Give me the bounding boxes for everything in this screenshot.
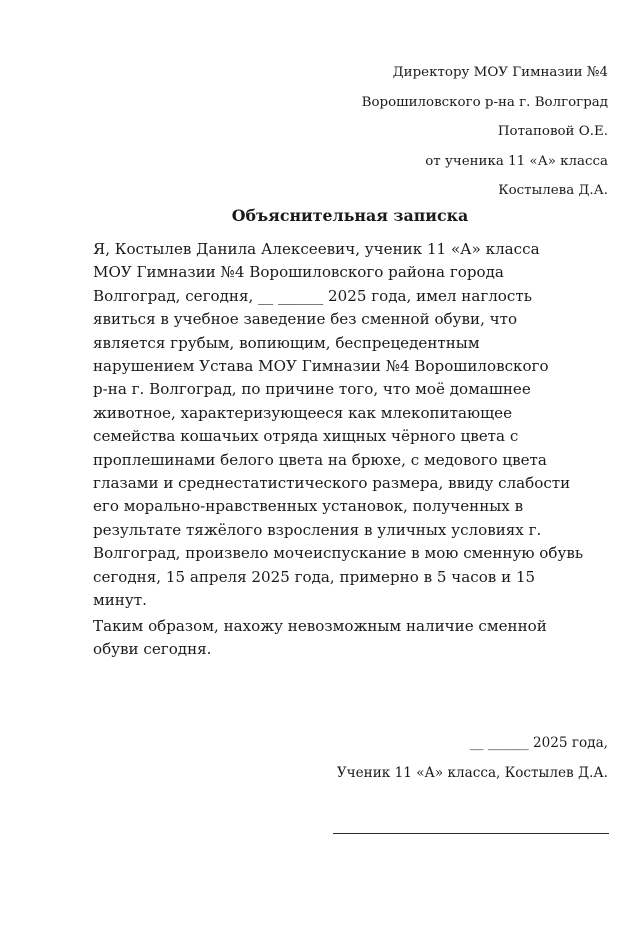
addressee-line-1: Директору МОУ Гимназии №4 (392, 65, 608, 80)
body-line: является грубым, вопиющим, беспрецедентным (93, 333, 480, 352)
body-line: МОУ Гимназии №4 Ворошиловского района города (93, 263, 504, 282)
body-line: обуви сегодня. (93, 640, 212, 659)
signature-line (333, 833, 609, 834)
body-line: семейства кошачьих отряда хищных чёрного цвета с (93, 427, 519, 446)
addressee-line-2: Ворошиловского р-на г. Волгоград (361, 94, 608, 110)
body-line: Таким образом, нахожу невозможным наличие сменной (93, 617, 547, 635)
body-line: результате тяжёлого взросления в уличных условиях г. (93, 520, 542, 539)
body-paragraph-1 (93, 238, 613, 613)
body-line: р-на г. Волгоград, по причине того, что моё домашнее (93, 380, 531, 399)
addressee-line-5: Костылева Д.А. (498, 183, 608, 198)
signature-date: __ ______ 2025 года, (469, 735, 608, 751)
body-line: явиться в учебное заведение без сменной обуви, что (93, 310, 518, 329)
body-line: нарушением Устава МОУ Гимназии №4 Ворошиловского (93, 357, 549, 376)
body-line: сегодня, 15 апреля 2025 года, примерно в 5 часов и 15 (93, 567, 536, 586)
body-line: животное, характеризующееся как млекопитающее (93, 403, 513, 422)
body-line: Волгоград, сегодня, __ ______ 2025 года, имел наглость (93, 286, 532, 305)
body-line: его морально-нравственных установок, полученных в (93, 497, 524, 516)
body-line: Волгоград, произвело мочеиспускание в мою сменную обувь (93, 544, 584, 563)
addressee-line-4: от ученика 11 «А» класса (425, 153, 608, 169)
addressee-line-3: Потаповой О.Е. (497, 124, 608, 139)
addressee-block (362, 58, 608, 206)
document-title: Объяснительная записка (231, 206, 469, 225)
body-line: проплешинами белого цвета на брюхе, с медового цвета (93, 450, 547, 469)
body-paragraph-2 (93, 615, 613, 662)
signer-name: Ученик 11 «А» класса, Костылев Д.А. (336, 765, 608, 781)
body-line: минут. (93, 591, 147, 610)
body-line: глазами и среднестатистического размера, ввиду слабости (93, 474, 571, 493)
body-line: Я, Костылев Данила Алексеевич, ученик 11 «А» класса (93, 240, 540, 258)
